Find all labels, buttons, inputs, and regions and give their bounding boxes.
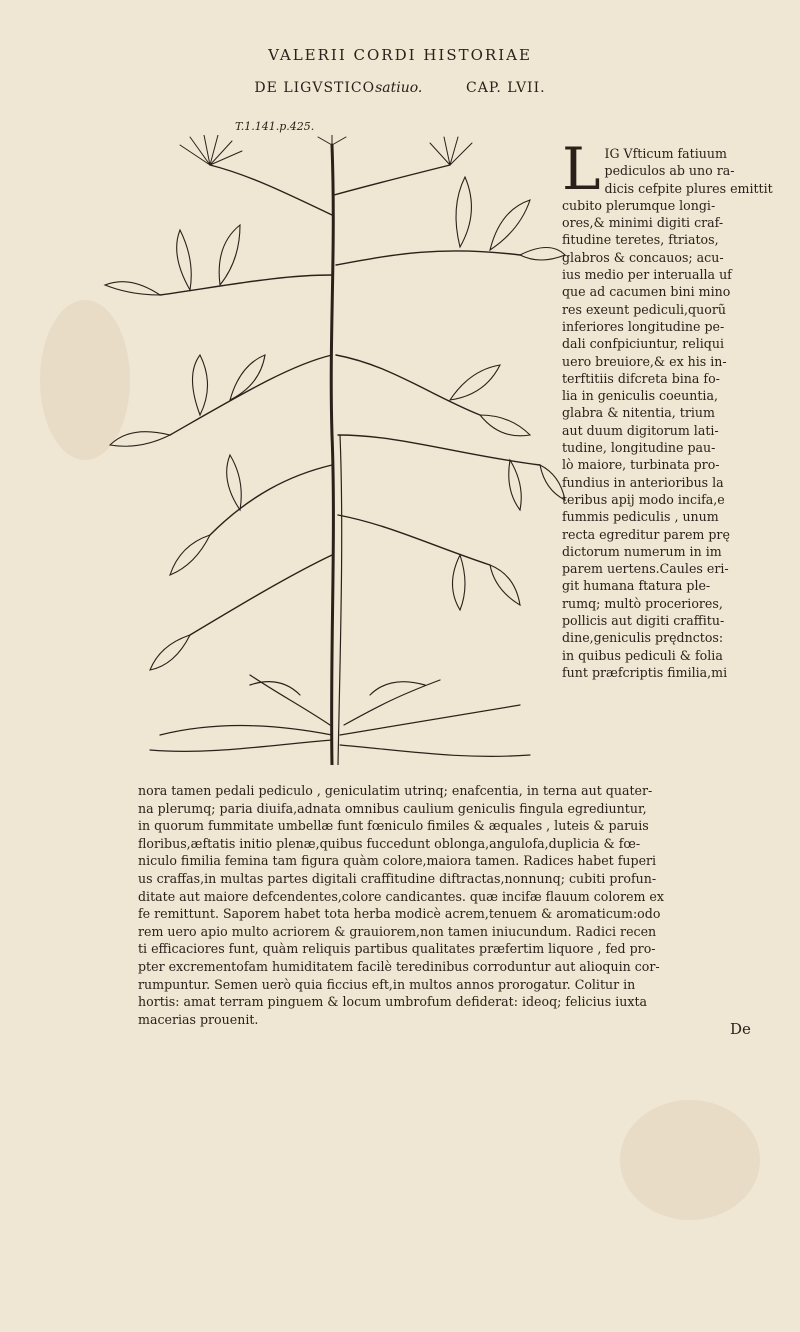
text-line: dali confpiciuntur, reliqui [562,336,724,352]
text-line: fe remittunt. Saporem habet tota herba modicè acrem,tenuem & aromaticum:odo [138,906,661,922]
full-width-lines [138,782,792,1028]
text-line: IG Vfticum fatiuum [604,146,727,161]
text-line: ores,& minimi digiti craf- [562,215,724,231]
text-line: res exeunt pediculi,quorũ [562,301,726,317]
text-line: hortis: amat terram pinguem & locum umbrofum defiderat: ideoq; felicius iuxta [138,994,648,1010]
text-line: us craffas,in multas partes digitali craffitudine diftractas,nonnunq; cubiti profun- [138,870,657,886]
text-line: fitudine teretes, ftriatos, [562,232,719,248]
right-column-text [562,135,794,681]
chapter-title [0,80,800,96]
text-line: teribus apij modo incifa,e [562,491,725,507]
text-line: funt prӕfcriptis fimilia,mi [562,664,728,680]
text-line: in quibus pediculi & folia [562,647,723,663]
text-line: tudine, longitudine pau- [562,440,716,456]
text-line: rumpuntur. Semen uerò quia ficcius eft,in multos annos prorogatur. Colitur in [138,976,636,992]
text-line: pter excrementofam humiditatem facilè teredinibus corroduntur aut alioquin cor- [138,958,660,974]
lovage-plant-icon [100,135,570,765]
right-column-lines [562,135,794,681]
drop-capital: L [562,135,601,203]
text-line: macerias prouenit. [138,1011,259,1027]
text-line: ditate aut maiore defcendentes,colore candicantes. quӕ incifӕ flauum colorem ex [138,888,664,904]
text-line: recta egreditur parem prę [562,526,730,542]
text-line: pediculos ab uno ra- [604,163,735,179]
catchword: De [730,1020,751,1038]
text-line: lò maiore, turbinata pro- [562,457,720,473]
running-head: VALERII CORDI HISTORIAE [268,46,532,64]
text-line: parem uertens.Caules eri- [562,561,729,577]
text-line: aut duum digitorum lati- [562,422,719,438]
text-line: lia in geniculis coeuntia, [562,388,718,404]
chapter-title-prefix: DE LIGVSTICO [254,80,376,96]
text-line: ius medio per interualla uf [562,267,732,283]
text-line: glabra & nitentia, trium [562,405,715,421]
text-line: terftitiis difcreta bina fo- [562,370,720,386]
text-line: rumq; multò prоceriores, [562,595,723,611]
text-line: inferiores longitudine pe- [562,318,725,334]
text-line: dictorum numerum in im [562,543,722,559]
reference-note: T.1.141.p.425. [235,120,315,133]
text-line: niculo fimilia femina tam figura quàm colore,maiora tamen. Radices habet fuperi [138,853,657,869]
text-line: ti efficaciores funt, quàm reliquis partibus qualitates prӕfertim liquore , fed pro- [138,941,656,957]
text-line: pollicis aut digiti craffitu- [562,613,725,629]
text-line: uero breuiore,& ex his in- [562,353,727,369]
text-line: fundius in anterioribus la [562,474,724,490]
plant-woodcut-illustration [100,135,570,765]
text-line: na plerumq; paria diuifa,adnata omnibus caulium geniculis fingula egrediuntur, [138,800,647,816]
text-line: cubito plerumque longi- [562,197,716,213]
text-line: que ad cacumen bini mino [562,284,731,300]
chapter-title-italic: satiuo. [375,80,423,96]
text-line: in quorum fummitate umbellӕ funt fœniculo fimiles & ӕquales , luteis & paruis [138,818,649,834]
paper-stain [620,1100,760,1220]
text-line: nora tamen pedali pediculo , geniculatim utrinq; enafcentia, in terna aut quater- [138,783,653,798]
text-line: fummis pediculis , unum [562,509,719,525]
text-line: glabros & concauos; acu- [562,249,724,265]
text-line: git humana ftatura ple- [562,578,711,594]
chapter-number: CAP. LVII. [466,80,546,96]
full-width-text [138,782,792,1028]
text-line: dine,geniculis prędnctos: [562,630,724,646]
text-line: dicis cefpite plures emittit [604,180,773,196]
text-line: floribus,ӕftatis initio plenӕ,quibus fuccedunt oblonga,angulofa,duplicia & fœ- [138,835,641,851]
text-line: rem uero apio multo acriorem & grauiorem,non tamen iniucundum. Radici recen [138,923,657,939]
